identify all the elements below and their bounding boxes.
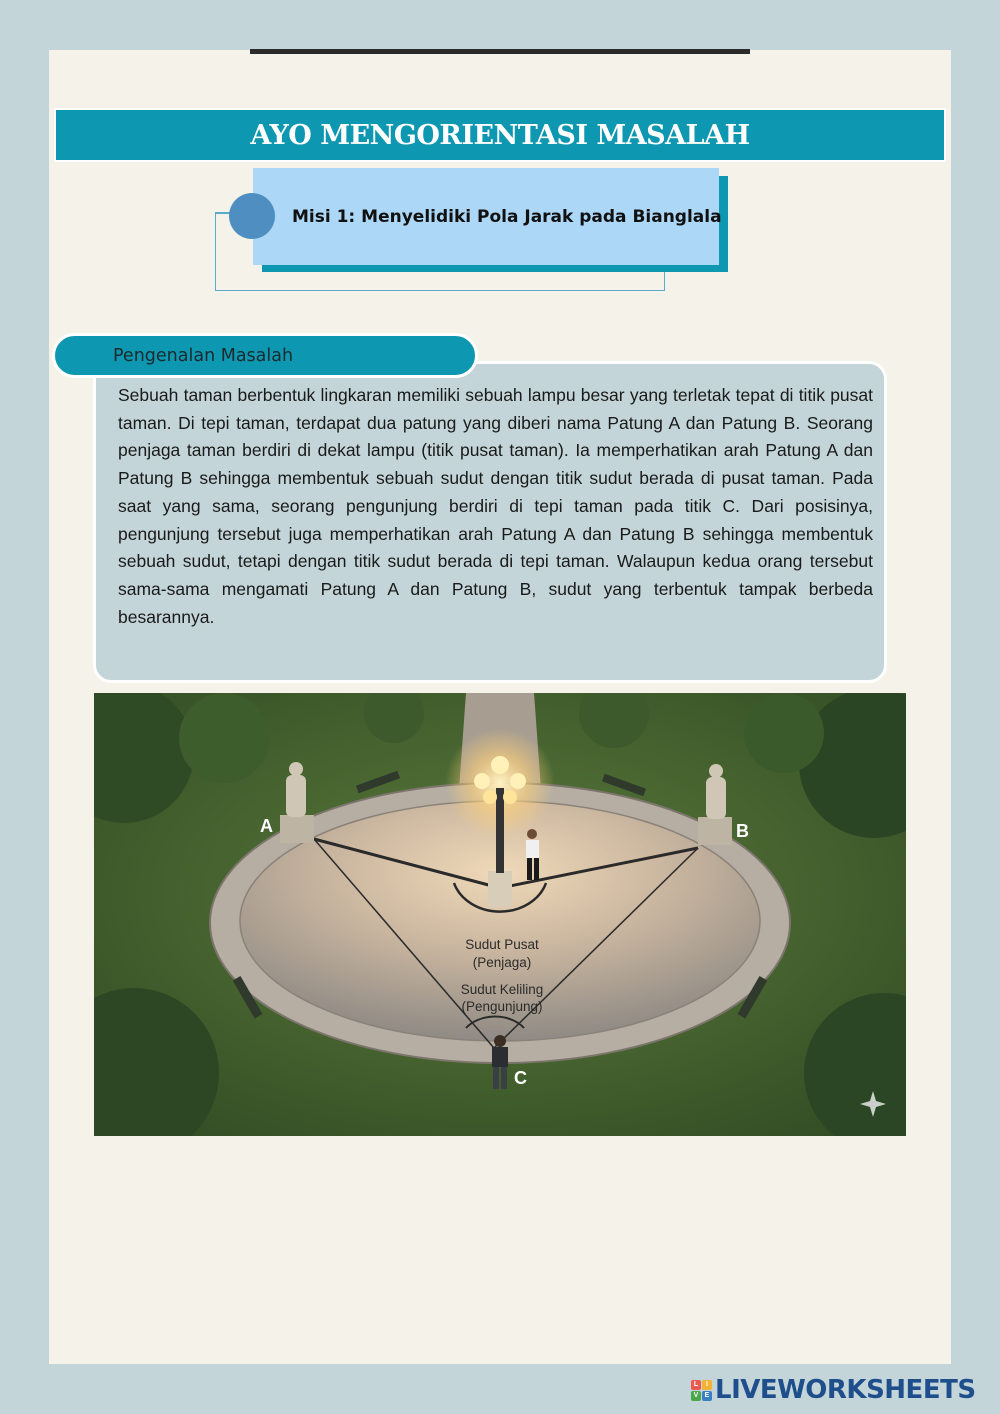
brand-name: LIVEWORKSHEETS [715,1375,976,1405]
brand-letter-l: L [691,1380,701,1390]
point-c-label: C [514,1068,527,1088]
central-angle-label-2: (Penjaga) [472,955,532,970]
park-illustration [94,693,906,1136]
mission-card [253,168,722,265]
brand-letter-i: I [702,1380,712,1390]
inscribed-angle-label-1: Sudut Keliling [460,982,544,997]
problem-paragraph: Sebuah taman berbentuk lingkaran memiliki sebuah lampu besar yang terletak tepat di titik pusat taman. Di tepi taman, terdapat dua patung yang diberi nama Patung A dan Patung B. Seorang penjaga taman berdiri di dekat lampu (titik pusat taman). Ia memperhatikan arah Patung A dan Patung B sehingga membentuk sebuah sudut dengan titik sudut berada di pusat taman. Pada saat yang sama, seorang pengunjung berdiri di tepi taman pada titik C. Dari posisinya, pengunjung tersebut juga memperhatikan arah Patung A dan Patung B sehingga membentuk sebuah sudut, tetapi dengan titik sudut berada di tepi taman. Walaupun kedua orang tersebut sama-sama mengamati Patung A dan Patung B, sudut yang terbentuk tampak berbeda besarannya. [118,385,873,627]
mission-title: Misi 1: Menyelidiki Pola Jarak pada Bianglala [292,206,722,227]
page-title: AYO MENGORIENTASI MASALAH [250,119,750,151]
section-tab [52,333,478,378]
top-divider [250,49,750,54]
brand-grid-icon [691,1380,712,1401]
title-banner [54,108,946,162]
inscribed-angle-label-2: (Pengunjung) [461,999,543,1014]
brand-letter-e: E [702,1391,712,1401]
brand-logo [691,1374,976,1406]
point-a-label: A [260,816,273,836]
mission-bullet-circle [229,193,275,239]
point-b-label: B [736,821,749,841]
central-angle-label-1: Sudut Pusat [465,937,539,952]
brand-letter-v: V [691,1391,701,1401]
section-label: Pengenalan Masalah [113,345,294,366]
